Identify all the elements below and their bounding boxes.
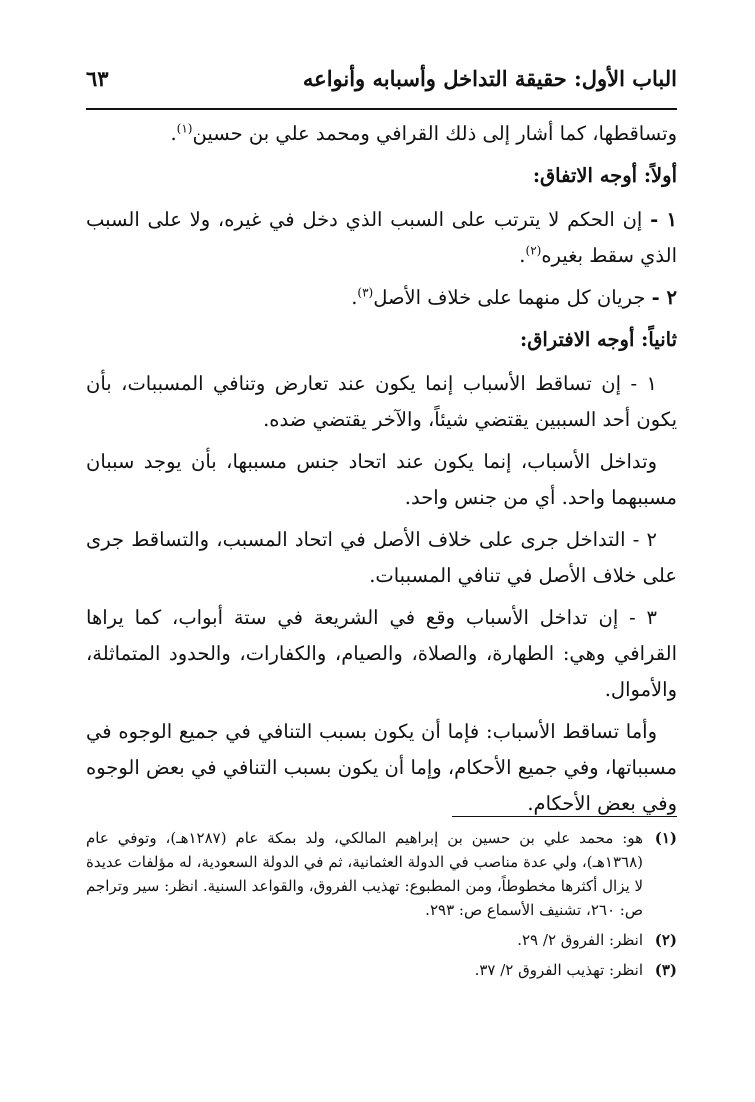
difference-item-3: ٣ - إن تداخل الأسباب وقع في الشريعة في ستة أبواب، كما يراها القرافي وهي: الطهارة، والصلاة، والصيام، والكفارات، والحدود المتماثلة، والأموال.	[86, 606, 677, 701]
footnote-separator	[452, 816, 677, 817]
agreement-item-1-number: ١ -	[650, 208, 677, 231]
heading-difference: ثانياً: أوجه الافتراق:	[520, 328, 677, 351]
footnote-2	[86, 928, 677, 952]
agreement-item-2: ٢ - جريان كل منهما على خلاف الأصل$^{(٣)}$.	[351, 285, 677, 309]
heading-agreement: أولاً: أوجه الاتفاق:	[532, 164, 677, 187]
footnotes	[86, 826, 677, 988]
agreement-item-1-text: إن الحكم لا يترتب على السبب الذي دخل في غيره، ولا على السبب الذي سقط بغيره	[86, 208, 677, 267]
agreement-item-2-text: جريان كل منهما على خلاف الأصل	[373, 286, 646, 309]
footnote-ref-2: (٢)	[525, 243, 542, 258]
intro-text: وتساقطها، كما أشار إلى ذلك القرافي ومحمد علي بن حسين	[192, 122, 677, 145]
intro-paragraph: وتساقطها، كما أشار إلى ذلك القرافي ومحمد علي بن حسين$^{(١)}$.	[170, 121, 677, 145]
page-number: ٦٣	[86, 66, 109, 91]
footnote-2-number: (٢)	[654, 931, 677, 949]
agreement-item-2-number: ٢ -	[651, 286, 677, 309]
footnote-2-text: انظر: الفروق ٢/ ٢٩.	[517, 931, 643, 949]
footnote-3-number: (٣)	[654, 961, 677, 979]
difference-item-1: ١ - إن تساقط الأسباب إنما يكون عند تعارض وتنافي المسببات، بأن يكون أحد السببين يقتضي شيئاً، والآخر يقتضي ضده.	[86, 372, 677, 431]
footnote-1-number: (١)	[654, 829, 677, 847]
difference-item-2: ٢ - التداخل جرى على خلاف الأصل في اتحاد المسبب، والتساقط جرى على خلاف الأصل في تنافي المسببات.	[86, 528, 677, 587]
agreement-item-1: ١ - إن الحكم لا يترتب على السبب الذي دخل في غيره، ولا على السبب الذي سقط بغيره$^{(٢)}$.	[86, 208, 677, 267]
footnote-ref-3: (٣)	[357, 285, 374, 300]
footnote-1	[86, 826, 677, 922]
difference-item-3-continued: وأما تساقط الأسباب: فإما أن يكون بسبب التنافي في جميع الوجوه في مسبباتها، وفي جميع الأحكام، وإما أن يكون بسبب التنافي في بعض الوجوه وفي بعض الأحكام.	[86, 720, 677, 815]
header-rule	[86, 108, 677, 110]
footnote-3	[86, 958, 677, 982]
footnote-1-text: هو: محمد علي بن حسين بن إبراهيم المالكي، ولد بمكة عام (١٢٨٧هـ)، وتوفي عام (١٣٦٨هـ)، ولي عدة مناصب في الدولة العثمانية، ثم في الدولة السعودية، له مؤلفات عديدة لا يزال أكثرها مخطوطاً، ومن المطبوع: تهذيب الفروق، والقواعد السنية. انظر: سير وتراجم ص: ٢٦٠، تشنيف الأسماع ص: ٢٩٣.	[86, 829, 643, 919]
main-text	[86, 116, 677, 828]
difference-item-1-continued: وتداخل الأسباب، إنما يكون عند اتحاد جنس مسببها، بأن يوجد سببان مسببهما واحد. أي من جنس واحد.	[86, 450, 677, 509]
chapter-title: الباب الأول: حقيقة التداخل وأسبابه وأنواعه	[302, 66, 677, 91]
footnote-3-text: انظر: تهذيب الفروق ٢/ ٣٧.	[474, 961, 643, 979]
footnote-ref-1: (١)	[176, 121, 193, 136]
running-header	[86, 66, 677, 91]
